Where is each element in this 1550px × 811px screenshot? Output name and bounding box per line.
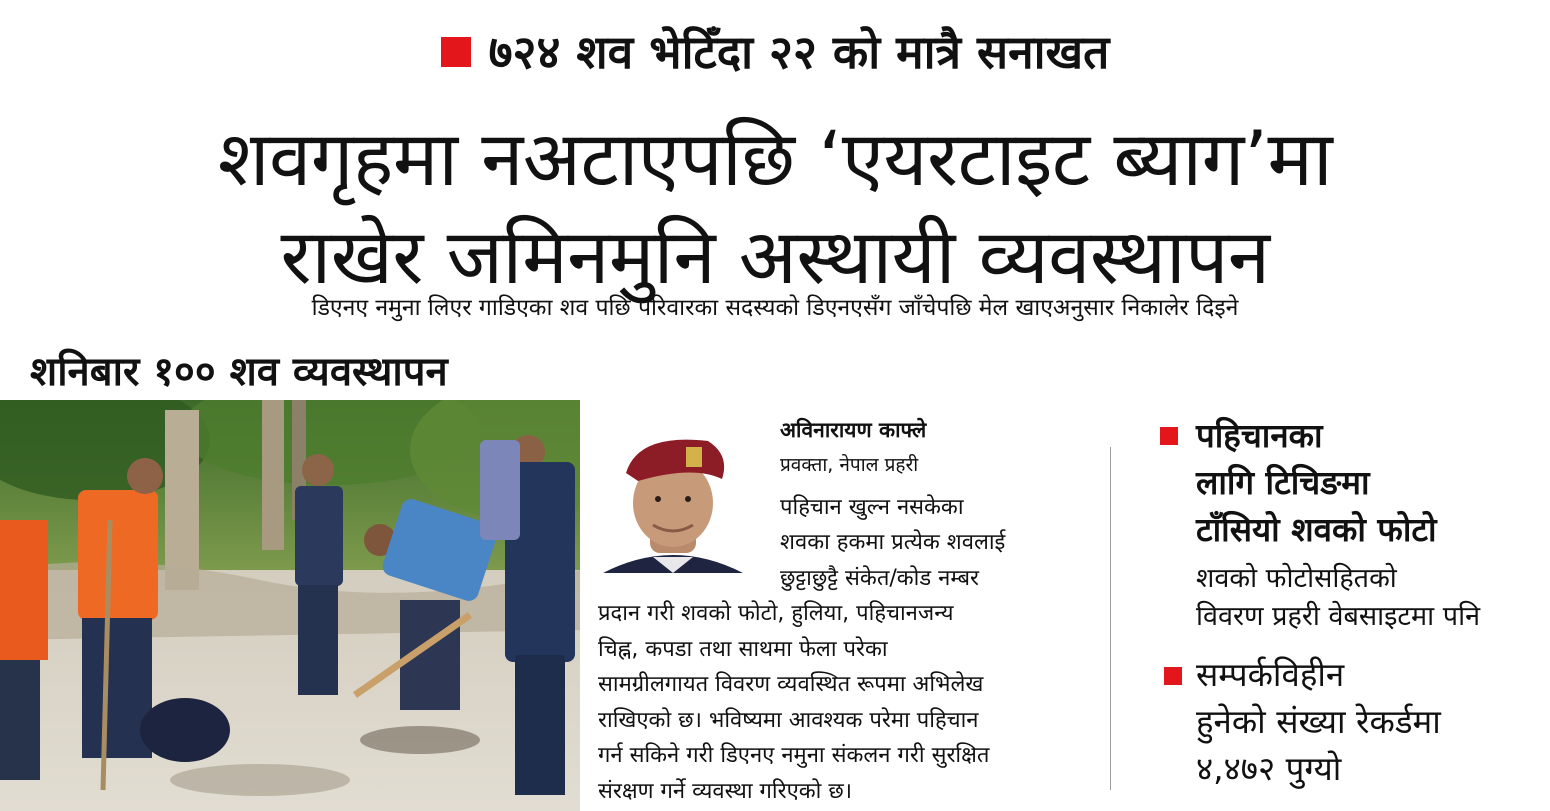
sidebar-item2-head-line: हुनेको संख्या रेकर्डमा bbox=[1196, 702, 1441, 741]
byline-name: अविनारायण काफ्ले bbox=[780, 418, 927, 442]
kicker-line bbox=[0, 22, 1550, 82]
red-square-icon bbox=[1160, 427, 1178, 445]
quote-line: राखिएको छ। भविष्यमा आवश्यक परेमा पहिचान bbox=[598, 708, 979, 733]
quote-line: सामग्रीलगायत विवरण व्यवस्थित रूपमा अभिलेख bbox=[598, 672, 984, 697]
kicker-text: ७२४ शव भेटिँदा २२ को मात्रै सनाखत bbox=[488, 25, 1110, 79]
officer-portrait-illustration bbox=[598, 425, 748, 575]
news-photo bbox=[0, 400, 580, 811]
sidebar-item2-head-line: ४,४७२ पुग्यो bbox=[1196, 749, 1342, 788]
sidebar-item1-body-line: शवको फोटोसहितको bbox=[1196, 563, 1397, 594]
sidebar-item1-head-line: पहिचानका bbox=[1196, 416, 1323, 455]
headline bbox=[0, 110, 1550, 306]
section-title: शनिबार १०० शव व्यवस्थापन bbox=[30, 349, 448, 395]
sidebar-item1-head-line: टाँसियो शवको फोटो bbox=[1196, 510, 1437, 549]
headline-line-1: शवगृहमा नअटाएपछि ‘एयरटाइट ब्याग’मा bbox=[217, 114, 1333, 203]
quote-line: प्रदान गरी शवको फोटो, हुलिया, पहिचानजन्य bbox=[598, 601, 954, 626]
sidebar-item1-body-line: विवरण प्रहरी वेबसाइटमा पनि bbox=[1196, 601, 1481, 632]
sidebar-item1-head-line: लागि टिचिङमा bbox=[1196, 463, 1370, 502]
spokesperson-portrait bbox=[598, 425, 748, 575]
quote-line: पहिचान खुल्न नसकेका bbox=[780, 495, 964, 520]
red-square-icon bbox=[441, 37, 471, 67]
quote-line: चिह्न, कपडा तथा साथमा फेला परेका bbox=[598, 637, 888, 662]
sidebar-item2-head-line: सम्पर्कविहीन bbox=[1196, 655, 1345, 694]
rescue-scene-illustration bbox=[0, 400, 580, 811]
subheadline: डिएनए नमुना लिएर गाडिएका शव पछि परिवारका सदस्यको डिएनएसँग जाँचेपछि मेल खाएअनुसार निकालेर दिइने bbox=[311, 295, 1239, 321]
byline-role: प्रवक्ता, नेपाल प्रहरी bbox=[780, 454, 919, 476]
column-divider bbox=[1110, 447, 1111, 790]
red-square-icon bbox=[1164, 667, 1182, 685]
quote-line: शवका हकमा प्रत्येक शवलाई bbox=[780, 530, 1006, 555]
quote-line: संरक्षण गर्ने व्यवस्था गरिएको छ। bbox=[598, 779, 853, 804]
quote-line: गर्न सकिने गरी डिएनए नमुना संकलन गरी सुरक्षित bbox=[598, 743, 990, 768]
headline-line-2: राखेर जमिनमुनि अस्थायी व्यवस्थापन bbox=[280, 212, 1270, 301]
quote-line: छुट्टाछुट्टै संकेत/कोड नम्बर bbox=[780, 566, 980, 591]
